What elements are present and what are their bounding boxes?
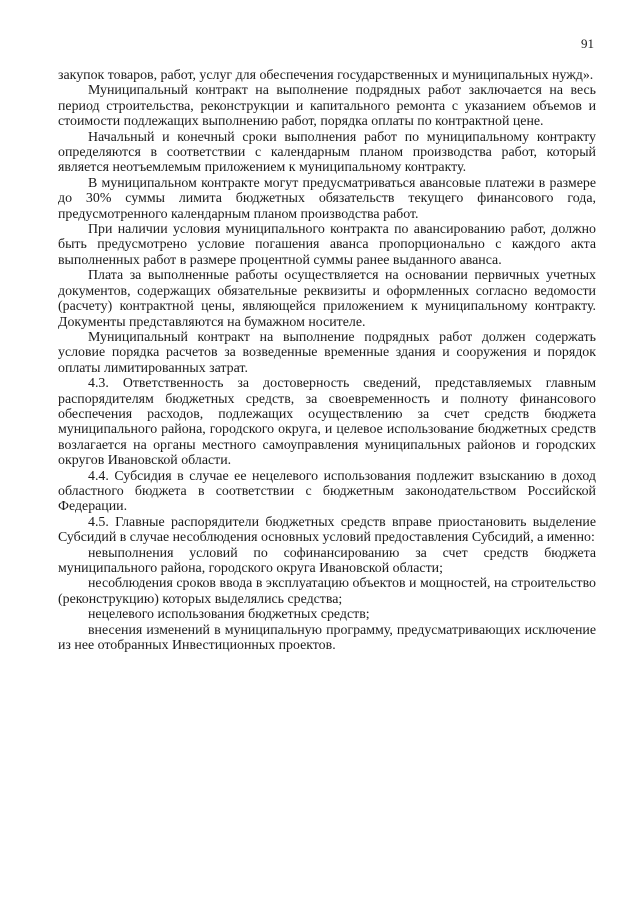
paragraph-temporary-buildings: Муниципальный контракт на выполнение подрядных работ должен содержать условие порядка расчетов за возведенные временные здания и сооружения и порядок оплаты лимитированных затрат. (58, 329, 596, 376)
list-item-misuse: нецелевого использования бюджетных средств; (88, 607, 370, 623)
list-item-cofinancing: невыполнения условий по софинансированию за счет средств бюджета муниципального района, городского округа Ивановской области; (58, 545, 596, 576)
document-body (58, 68, 596, 653)
paragraph-section-4-3: 4.3. Ответственность за достоверность сведений, представляемых главным распорядителям бюджетных средств, за своевременность и полноту финансового обеспечения расходов, подлежащих осуществлению за счет средств бюджета муниципального района, городского округа, и целевое использование бюджетных средств возлагается на органы местного самоуправления муниципальных районов и городских округов Ивановской области. (58, 376, 596, 469)
paragraph-work-deadlines: Начальный и конечный сроки выполнения работ по муниципальному контракту определяются в соответствии с календарным планом производства работ, который является неотъемлемым приложением к муниципальному контракту. (58, 129, 596, 176)
list-item-commissioning-deadlines: несоблюдения сроков ввода в эксплуатацию объектов и мощностей, на строительство (реконструкцию) которых выделялись средства; (58, 576, 596, 607)
paragraph-payment-basis: Плата за выполненные работы осуществляется на основании первичных учетных документов, содержащих обязательные реквизиты и оформленных согласно ведомости (расчету) контрактной цены, являющейся приложением к муниципальному контракту. Документы представляются на бумажном носителе. (58, 268, 596, 330)
paragraph-advance-repayment: При наличии условия муниципального контракта по авансированию работ, должно быть предусмотрено условие погашения аванса пропорционально с каждого акта выполненных работ в размере процентной суммы ранее выданного аванса. (58, 222, 596, 268)
paragraph-section-4-5: 4.5. Главные распорядители бюджетных средств вправе приостановить выделение Субсидий в случае несоблюдения основных условий предоставления Субсидий, а именно: (58, 514, 596, 546)
paragraph-continuation: закупок товаров, работ, услуг для обеспечения государственных и муниципальных нужд». (58, 68, 594, 83)
paragraph-advance-payments: В муниципальном контракте могут предусматриваться авансовые платежи в размере до 30% суммы лимита бюджетных обязательств текущего финансового года, предусмотренного календарным планом производства работ. (58, 175, 596, 222)
paragraph-contract-period: Муниципальный контракт на выполнение подрядных работ заключается на весь период строительства, реконструкции и капитального ремонта с указанием объемов и стоимости подлежащих выполнению работ, порядка оплаты по контрактной цене. (58, 83, 596, 130)
list-item-program-changes: внесения изменений в муниципальную программу, предусматривающих исключение из нее отобранных Инвестиционных проектов. (58, 622, 596, 654)
page-number: 91 (581, 36, 594, 51)
paragraph-section-4-4: 4.4. Субсидия в случае ее нецелевого использования подлежит взысканию в доход областного бюджета в соответствии с бюджетным законодательством Российской Федерации. (58, 468, 596, 515)
